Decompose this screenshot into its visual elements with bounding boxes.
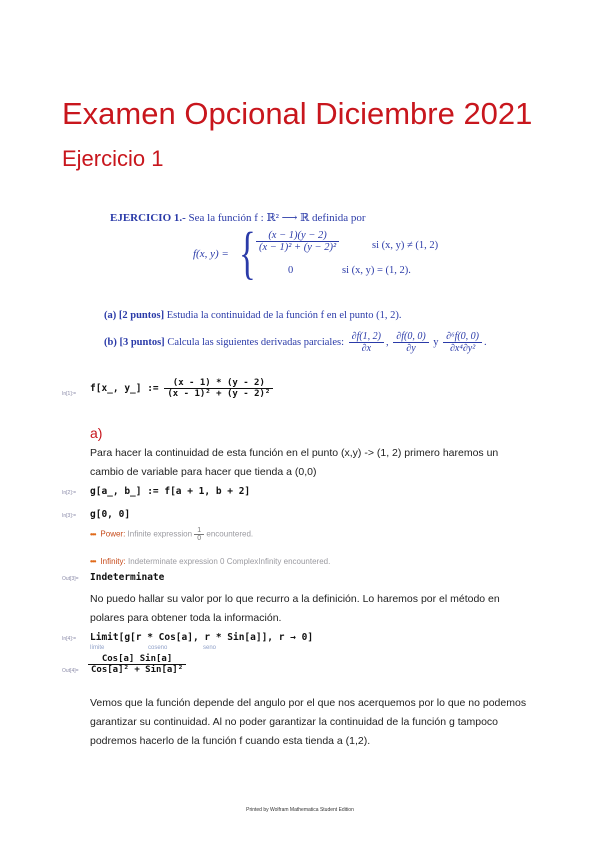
in3-label: In[3]:= <box>62 513 77 519</box>
part-b: (b) [3 puntos] Calcula las siguientes derivadas parciales: $\frac{\partial f(1, 2)}{\partial x}$ , $\frac{\partial f(0, 0)}{\partial y}$ y $\frac{\text{∂⁶f(0, 0)}}{\text{∂x⁴∂y²}}$ . <box>104 331 487 354</box>
out3-output: Indeterminate <box>90 572 165 583</box>
derivative-1-den: ∂x <box>349 342 384 354</box>
case1-expression <box>256 230 339 253</box>
message-infinity <box>90 557 330 566</box>
exercise-subtitle: Ejercicio 1 <box>62 146 164 171</box>
part-a-bold: (a) [2 puntos] <box>104 310 165 321</box>
message-power-text: Infinite expression <box>127 529 193 539</box>
message-infinity-icon[interactable]: ••• <box>90 557 96 566</box>
in3-input[interactable]: g[0, 0] <box>90 509 131 520</box>
page-title: Examen Opcional Diciembre 2021 <box>62 96 533 131</box>
out4-numerator: Cos[a] Sin[a] <box>101 654 173 664</box>
case1-denominator: (x − 1)² + (y − 2)² <box>256 241 339 253</box>
out4-label: Out[4]= <box>62 668 79 674</box>
in1-label: In[1]:= <box>62 391 77 397</box>
derivative-2-den: ∂y <box>393 342 428 354</box>
message-power-icon[interactable]: ••• <box>90 529 96 539</box>
part-a <box>104 310 401 321</box>
in1-lhs: f[x_, y_] := <box>90 383 159 394</box>
in4-hint-cos[interactable]: coseno <box>148 645 168 651</box>
message-infinity-text: Indeterminate expression 0 ComplexInfinity encountered. <box>127 557 331 566</box>
out3-label: Out[3]= <box>62 576 79 582</box>
case2-value: 0 <box>288 265 294 276</box>
part-a-text: Estudia la continuidad de la función f en el punto (1, 2). <box>164 310 402 321</box>
derivative-2-num: ∂f(0, 0) <box>396 331 426 342</box>
case1-condition: si (x, y) ≠ (1, 2) <box>372 240 439 251</box>
in4-hint-limit[interactable]: límite <box>90 645 105 651</box>
case2-condition: si (x, y) = (1, 2). <box>342 265 411 276</box>
print-footer: Printed by Wolfram Mathematica Student Edition <box>246 807 354 813</box>
message-power-den: 0 <box>194 534 204 542</box>
derivative-3-num: ∂⁶f(0, 0) <box>446 331 480 342</box>
in4-hint-sin[interactable]: seno <box>203 645 217 651</box>
part-b-text: Calcula las siguientes derivadas parciales: <box>164 336 344 348</box>
derivative-2 <box>393 331 428 354</box>
piecewise-brace: { <box>239 220 256 285</box>
message-power-fraction <box>194 527 204 542</box>
exercise-heading <box>110 211 366 224</box>
function-name: f(x, y) = <box>193 248 229 260</box>
section-a-heading: a) <box>90 425 103 441</box>
message-power-end: encountered. <box>206 529 254 539</box>
in2-input[interactable]: g[a_, b_] := f[a + 1, b + 2] <box>90 486 251 497</box>
part-b-bold: (b) [3 puntos] <box>104 336 165 348</box>
out4-output <box>88 654 186 675</box>
paragraph-3: Vemos que la función depende del angulo por el que nos acerquemos por lo que no podemos garantizar su continuidad. Al no poder garantizar la continuidad de la función g tampoco podremos hacerlo de la función f cuando esta tienda a (1,2). <box>90 697 527 747</box>
in2-label: In[2]:= <box>62 490 77 496</box>
message-infinity-name[interactable]: Infinity: <box>100 557 126 566</box>
message-power-name[interactable]: Power: <box>100 529 126 539</box>
in1-numerator: (x - 1) * (y - 2) <box>172 378 265 388</box>
derivative-1 <box>349 331 384 354</box>
in4-input[interactable]: Limit[g[r * Cos[a], r * Sin[a]], r → 0] <box>90 632 314 643</box>
exercise-heading-text: Sea la función f : ℝ² ⟶ ℝ definida por <box>185 212 366 224</box>
message-power <box>90 527 253 542</box>
case1-numerator: (x − 1)(y − 2) <box>268 230 327 241</box>
in1-denominator: (x - 1)² + (y - 2)² <box>164 388 273 399</box>
and-word: y <box>433 336 439 348</box>
derivative-3 <box>443 331 482 354</box>
paragraph-1: Para hacer la continuidad de esta función en el punto (x,y) -> (1, 2) primero haremos un cambio de variable para hacer que tienda a (0,0) <box>90 447 499 478</box>
paragraph-2: No puedo hallar su valor por lo que recurro a la definición. Lo haremos por el método en polares para obtener toda la información. <box>90 593 500 624</box>
out4-denominator: Cos[a]² + Sin[a]² <box>88 664 186 675</box>
exercise-heading-bold: EJERCICIO 1.- <box>110 212 186 224</box>
message-power-num: 1 <box>197 527 202 534</box>
derivative-3-den: ∂x⁴∂y² <box>443 342 482 354</box>
in4-label: In[4]:= <box>62 636 77 642</box>
derivative-1-num: ∂f(1, 2) <box>351 331 382 342</box>
out4-fraction <box>88 654 186 675</box>
in1-input[interactable] <box>90 378 273 399</box>
in1-fraction <box>164 378 273 399</box>
case1-fraction <box>256 230 339 253</box>
